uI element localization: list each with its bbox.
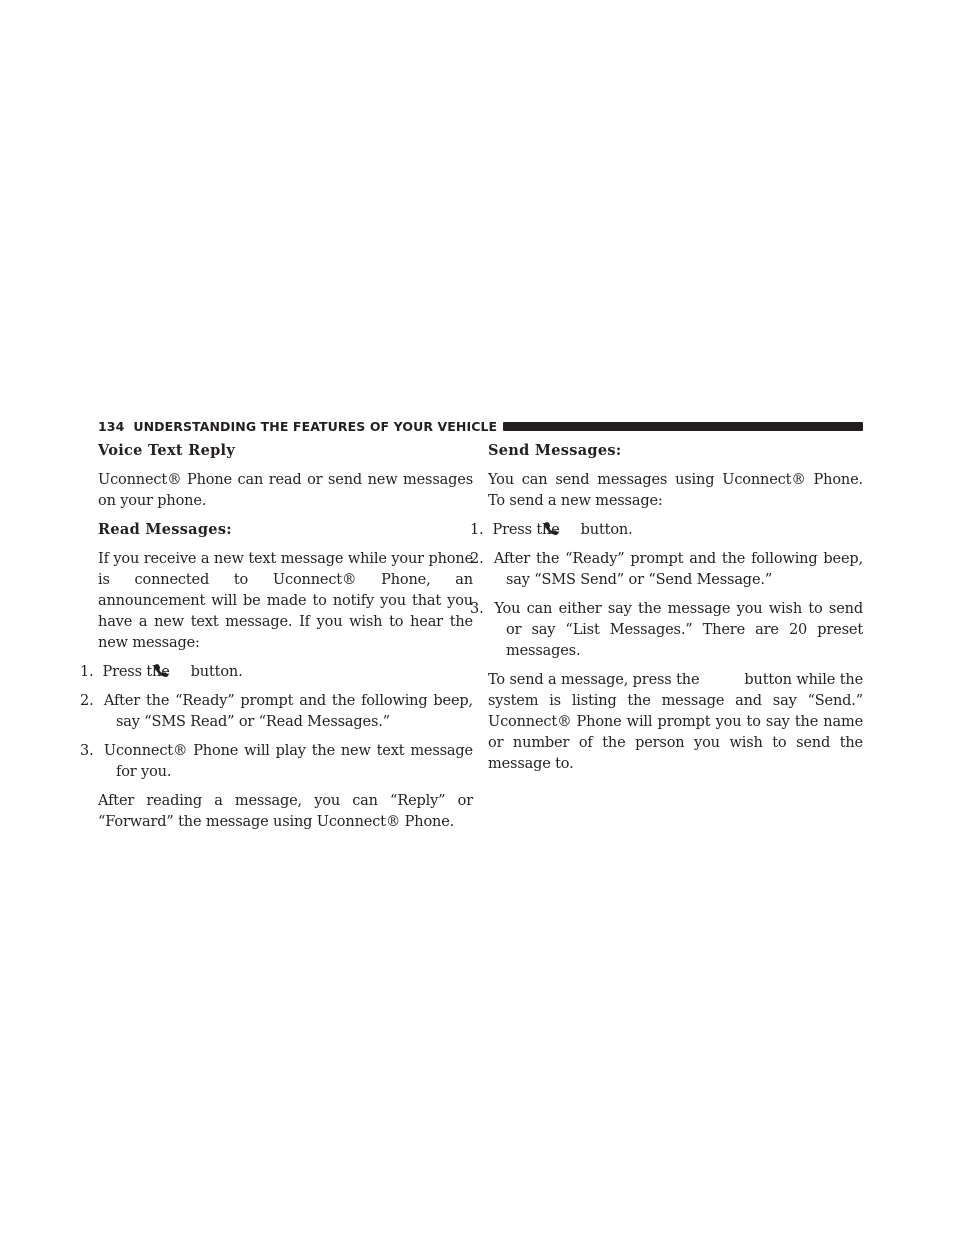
page-header-text bbox=[98, 419, 497, 434]
step-text: Uconnect® Phone will play the new text message for you. bbox=[103, 743, 473, 780]
phone-handset-icon bbox=[562, 521, 580, 535]
page-header bbox=[98, 418, 863, 434]
section-title: UNDERSTANDING THE FEATURES OF YOUR VEHICLE bbox=[133, 418, 498, 434]
send-step-2: 2. After the “Ready” prompt and the following beep, say “SMS Send” or “Send Message.” bbox=[470, 551, 863, 588]
send-messages-heading: Send Messages: bbox=[488, 442, 622, 459]
page-number: 134 bbox=[98, 418, 125, 434]
send-step-1: 1. Press the button. bbox=[470, 522, 633, 538]
send-step-3: 3. You can either say the message you wish to send or say “List Messages.” There are 20 preset messages. bbox=[470, 601, 863, 659]
send-closing-paragraph bbox=[488, 670, 863, 775]
read-messages-heading: Read Messages: bbox=[98, 521, 232, 538]
phone-handset-icon bbox=[172, 663, 190, 677]
header-rule bbox=[503, 422, 863, 431]
step-text: Press the bbox=[102, 664, 170, 680]
closing-paragraph: After reading a message, you can “Reply” or “Forward” the message using Uconnect® Phone. bbox=[98, 793, 473, 830]
intro-paragraph: Uconnect® Phone can read or send new messages on your phone. bbox=[98, 472, 473, 509]
send-intro-paragraph: You can send messages using Uconnect® Phone. To send a new message: bbox=[488, 472, 863, 509]
voice-text-reply-heading: Voice Text Reply bbox=[98, 442, 236, 459]
read-step-2: 2. After the “Ready” prompt and the following beep, say “SMS Read” or “Read Messages.” bbox=[80, 693, 473, 730]
closing-text-start: To send a message, press the bbox=[488, 672, 700, 688]
step-text-end: button. bbox=[580, 522, 633, 538]
left-column bbox=[80, 441, 473, 841]
step-text: Press the bbox=[492, 522, 560, 538]
step-text: After the “Ready” prompt and the following beep, say “SMS Read” or “Read Messages.” bbox=[103, 693, 473, 730]
right-column bbox=[470, 441, 863, 783]
step-text: After the “Ready” prompt and the following beep, say “SMS Send” or “Send Message.” bbox=[493, 551, 863, 588]
read-messages-paragraph: If you receive a new text message while your phone is connected to Uconnect® Phone, an announcement will be made to notify you that you have a new text message. If you wish to hear the new message: bbox=[98, 551, 473, 651]
closing-text-end: button while the system is listing the message and say “Send.” Uconnect® Phone will prompt you to say the name or number of the person you wish to send the message to. bbox=[488, 672, 863, 772]
read-step-1: 1. Press the button. bbox=[80, 664, 243, 680]
read-step-3: 3. Uconnect® Phone will play the new text message for you. bbox=[80, 743, 473, 780]
step-text: You can either say the message you wish to send or say “List Messages.” There are 20 preset messages. bbox=[494, 601, 863, 659]
step-text-end: button. bbox=[190, 664, 243, 680]
